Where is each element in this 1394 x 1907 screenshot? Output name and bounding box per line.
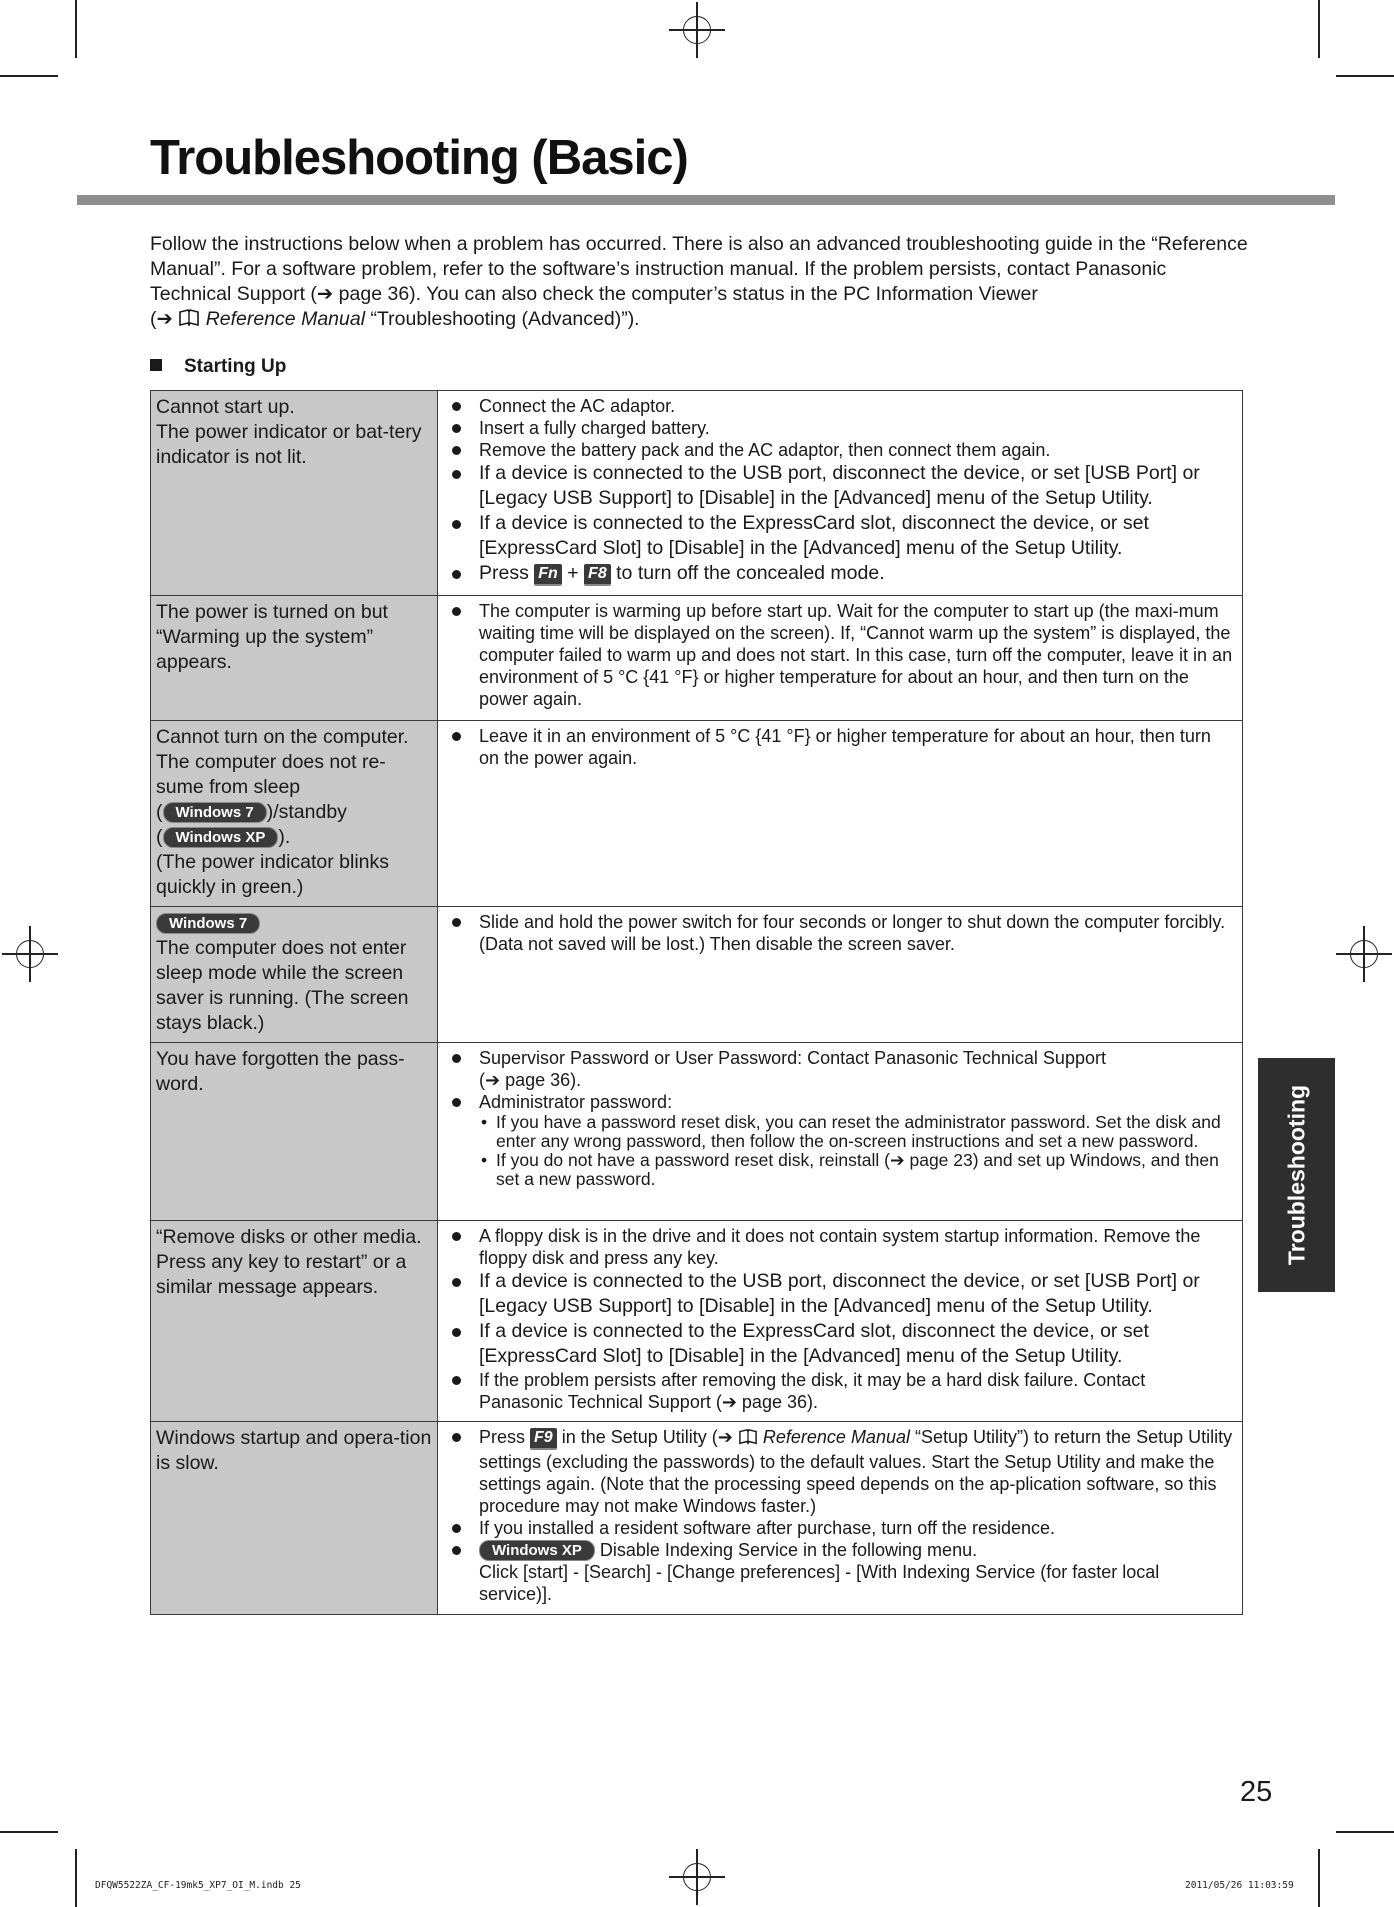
problem-text: Windows startup and opera-tion is slow. xyxy=(156,1427,432,1474)
problem-cell xyxy=(151,907,438,1043)
crop-mark xyxy=(1336,1831,1394,1833)
solution-text: Click [start] - [Search] - [Change preferences] - [With Indexing Service (for faster local service)]. xyxy=(479,1562,1160,1604)
solution-item xyxy=(446,1091,1234,1189)
solution-item xyxy=(446,1426,1234,1517)
table-row xyxy=(151,721,1243,907)
page-ref: page 36). xyxy=(500,1070,582,1090)
solution-text: If the problem persists after removing the disk, it may be a hard disk failure. Contact Panasonic Technical Support ( xyxy=(479,1370,1146,1412)
f9-key-icon: F9 xyxy=(530,1428,557,1450)
problem-cell xyxy=(151,1422,438,1615)
solution-item xyxy=(446,561,1234,586)
page-title: Troubleshooting (Basic) xyxy=(150,131,688,185)
page-number: 25 xyxy=(1240,1776,1273,1808)
solution-item xyxy=(446,1047,1234,1091)
problem-text: )/standby xyxy=(266,801,347,823)
solution-text: in the Setup Utility ( xyxy=(556,1427,718,1447)
registration-mark xyxy=(669,1849,725,1905)
problem-cell xyxy=(151,391,438,596)
crop-mark xyxy=(0,1831,58,1833)
problem-text: “Remove disks or other media. Press any key to restart” or a similar message appears. xyxy=(156,1226,422,1298)
section-title: Starting Up xyxy=(184,356,287,377)
problem-text: You have forgotten the pass-word. xyxy=(156,1048,405,1095)
crop-mark xyxy=(1336,75,1394,77)
solution-item xyxy=(446,1539,1234,1605)
crop-mark xyxy=(75,1849,77,1907)
registration-mark xyxy=(1336,926,1392,982)
solution-cell xyxy=(438,907,1243,1043)
fn-key-icon: Fn xyxy=(534,564,562,586)
book-icon xyxy=(738,1428,758,1451)
windows-7-badge: Windows 7 xyxy=(156,913,260,934)
footer-file-info: DFQW5522ZA_CF-19mk5_XP7_OI_M.indb 25 xyxy=(95,1880,301,1891)
problem-text: The power is turned on but “Warming up the system” appears. xyxy=(156,601,388,673)
problem-text: The power indicator or bat-tery indicator is not lit. xyxy=(156,421,422,468)
problem-text: (The power indicator blinks quickly in green.) xyxy=(156,851,390,898)
problem-cell xyxy=(151,1043,438,1221)
problem-cell xyxy=(151,1221,438,1422)
solution-text: Press xyxy=(479,562,535,584)
sub-item: • If you have a password reset disk, you can reset the administrator password. Set the disk and enter any wrong password, then follow the on-screen instructions and set a new password. xyxy=(479,1113,1234,1151)
arrow-icon: ➔ xyxy=(721,1392,737,1412)
arrow-icon: ➔ xyxy=(717,1427,733,1447)
solution-text: Administrator password: xyxy=(479,1092,673,1112)
paren-text: ). xyxy=(278,826,291,848)
solution-item: Connect the AC adaptor. xyxy=(446,395,1234,417)
solution-cell xyxy=(438,1422,1243,1615)
section-heading xyxy=(150,356,286,378)
solution-item: Leave it in an environment of 5 °C {41 °F} or higher temperature for about an hour, then turn on the power again. xyxy=(446,725,1234,769)
table-row xyxy=(151,1422,1243,1615)
registration-mark xyxy=(2,926,58,982)
arrow-icon: ➔ xyxy=(156,308,173,330)
solution-item: Insert a fully charged battery. xyxy=(446,417,1234,439)
book-icon xyxy=(178,308,200,335)
solution-item: Remove the battery pack and the AC adaptor, then connect them again. xyxy=(446,439,1234,461)
paren-text: ( xyxy=(479,1070,485,1090)
crop-mark xyxy=(1318,1849,1320,1907)
solution-item: The computer is warming up before start up. Wait for the computer to start up (the maxi-mum waiting time will be displayed on the screen). If, “Cannot warm up the system” is displayed, the computer failed to warm up and does not start. In this case, turn off the computer, leave it in an environment of 5 °C {41 °F} or higher temperature for about an hour, and then turn on the power again. xyxy=(446,600,1234,710)
title-rule xyxy=(77,195,1335,205)
reference-manual-link: Reference Manual xyxy=(205,308,366,330)
solution-cell xyxy=(438,391,1243,596)
table-row xyxy=(151,1043,1243,1221)
arrow-icon: ➔ xyxy=(889,1150,905,1170)
intro-text: Follow the instructions below when a problem has occurred. There is also an advanced troubleshooting guide in the “Reference Manual”. For a software problem, refer to the software’s instruction manual. If the problem persists, contact Panasonic Technical Support ( xyxy=(150,233,1248,305)
table-row xyxy=(151,907,1243,1043)
solution-cell xyxy=(438,1221,1243,1422)
arrow-icon: ➔ xyxy=(316,283,334,305)
solution-cell xyxy=(438,596,1243,721)
windows-xp-badge: Windows XP xyxy=(163,827,279,848)
registration-mark xyxy=(669,2,725,58)
reference-manual-link: Reference Manual xyxy=(762,1427,910,1447)
sub-item xyxy=(479,1151,1234,1189)
side-tab xyxy=(1258,1058,1335,1292)
solution-item: If you installed a resident software after purchase, turn off the residence. xyxy=(446,1517,1234,1539)
problem-text: The computer does not enter sleep mode while the screen saver is running. (The screen stays black.) xyxy=(156,937,409,1034)
solution-item: A floppy disk is in the drive and it does not contain system startup information. Remove the floppy disk and press any key. xyxy=(446,1225,1234,1269)
solution-item xyxy=(446,1369,1234,1413)
table-row xyxy=(151,391,1243,596)
intro-manual-topic: “Troubleshooting (Advanced)”). xyxy=(365,308,640,330)
paren-text: ( xyxy=(156,826,163,848)
intro-page-ref: page 36). You can also check the computer’s status in the PC Information Viewer xyxy=(333,283,1038,305)
problem-text: Cannot start up. xyxy=(156,396,295,418)
windows-xp-badge: Windows XP xyxy=(479,1540,595,1561)
windows-7-badge: Windows 7 xyxy=(163,802,267,823)
troubleshooting-table xyxy=(150,390,1243,1615)
crop-mark xyxy=(75,0,77,58)
table-row xyxy=(151,1221,1243,1422)
footer-timestamp: 2011/05/26 11:03:59 xyxy=(1185,1880,1294,1891)
problem-text: Cannot turn on the computer. The computer does not re-sume from sleep xyxy=(156,726,409,798)
table-row xyxy=(151,596,1243,721)
intro-open: ( xyxy=(150,308,157,330)
solution-item: If a device is connected to the ExpressCard slot, disconnect the device, or set [ExpressCard Slot] to [Disable] in the [Advanced] menu of the Setup Utility. xyxy=(446,511,1234,561)
solution-text: Supervisor Password or User Password: Contact Panasonic Technical Support xyxy=(479,1048,1106,1068)
solution-item: If a device is connected to the USB port, disconnect the device, or set [USB Port] or [Legacy USB Support] to [Disable] in the [Advanced] menu of the Setup Utility. xyxy=(446,1269,1234,1319)
solution-text: page 23) and set up Windows, and then set a new password. xyxy=(496,1150,1219,1189)
solution-cell xyxy=(438,721,1243,907)
side-tab-label: Troubleshooting xyxy=(1283,1084,1309,1266)
plus-text: + xyxy=(561,562,585,584)
solution-text: If you do not have a password reset disk, reinstall ( xyxy=(496,1150,890,1170)
crop-mark xyxy=(0,75,58,77)
solution-item: If a device is connected to the USB port, disconnect the device, or set [USB Port] or [Legacy USB Support] to [Disable] in the [Advanced] menu of the Setup Utility. xyxy=(446,461,1234,511)
solution-item: If a device is connected to the ExpressCard slot, disconnect the device, or set [ExpressCard Slot] to [Disable] in the [Advanced] menu of the Setup Utility. xyxy=(446,1319,1234,1369)
problem-cell xyxy=(151,596,438,721)
solution-text: to turn off the concealed mode. xyxy=(610,562,885,584)
crop-mark xyxy=(1318,0,1320,58)
solution-text: page 36). xyxy=(736,1392,818,1412)
problem-cell xyxy=(151,721,438,907)
solution-item: Slide and hold the power switch for four seconds or longer to shut down the computer forcibly. (Data not saved will be lost.) Then disable the screen saver. xyxy=(446,911,1234,955)
square-bullet-icon xyxy=(150,359,162,371)
paren-text: ( xyxy=(156,801,163,823)
f8-key-icon: F8 xyxy=(584,564,611,586)
solution-text: Press xyxy=(479,1427,531,1447)
solution-text: Disable Indexing Service in the following menu. xyxy=(594,1540,978,1560)
solution-cell xyxy=(438,1043,1243,1221)
arrow-icon: ➔ xyxy=(485,1070,501,1090)
intro-paragraph xyxy=(150,232,1250,335)
solution-text: “Setup Utility”) to return the Setup Utility settings (excluding the passwords) to the default values. Start the Setup Utility and make the settings again. (Note that the processing speed depends on the ap-plication software, so this procedure may not make Windows faster.) xyxy=(479,1427,1233,1516)
